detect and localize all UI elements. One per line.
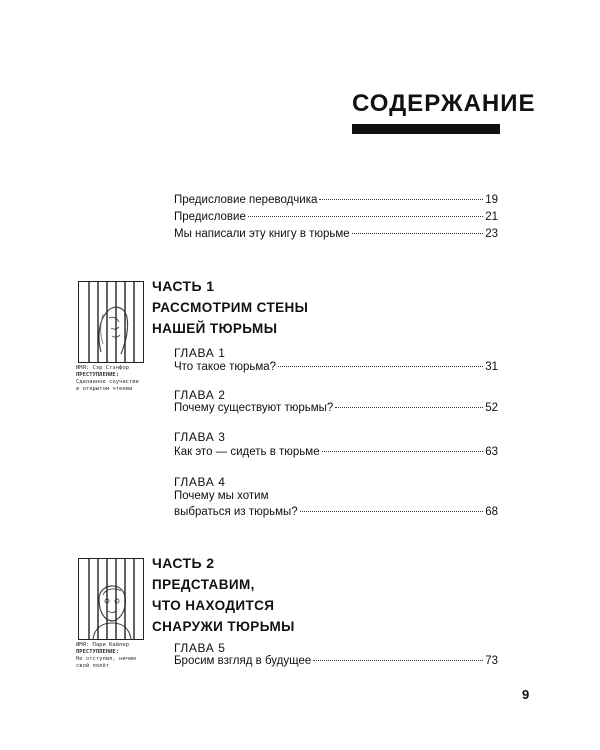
caption-line: ИМЯ: Пари Кайлер	[76, 642, 129, 648]
toc-entry[interactable]	[174, 228, 498, 244]
dot-leader	[248, 216, 483, 217]
caption-line: Не отступил, ничем	[76, 656, 136, 662]
page-title: СОДЕРЖАНИЕ	[352, 90, 536, 117]
chapter-label: ГЛАВА 5	[174, 641, 226, 655]
part-label: ЧАСТЬ 1	[152, 278, 215, 294]
part-2-illustration	[78, 558, 144, 640]
toc-entry-page: 21	[485, 211, 498, 223]
toc-entry-title: Что такое тюрьма?	[174, 361, 277, 373]
caption-line: свой полёт	[76, 663, 110, 669]
toc-entry[interactable]	[174, 211, 498, 227]
toc-entry-page: 52	[485, 402, 498, 414]
toc-entry-page: 31	[485, 361, 498, 373]
title-underline-bar	[352, 124, 500, 134]
dot-leader	[322, 451, 484, 452]
toc-entry-title: Как это — сидеть в тюрьме	[174, 446, 320, 458]
toc-entry-line[interactable]	[174, 490, 374, 506]
toc-entry-title: Мы написали эту книгу в тюрьме	[174, 228, 350, 240]
caption-line: ПРЕСТУПЛЕНИЕ:	[76, 649, 120, 655]
toc-entry-title: Бросим взгляд в будущее	[174, 655, 312, 667]
dot-leader	[352, 233, 484, 234]
part-title-line: ЧТО НАХОДИТСЯ	[152, 598, 275, 613]
toc-entry-title: Предисловие переводчика	[174, 194, 318, 206]
dot-leader	[300, 511, 484, 512]
caption-line: ПРЕСТУПЛЕНИЕ:	[76, 372, 120, 378]
part-1-illustration	[78, 281, 144, 363]
chapter-label: ГЛАВА 1	[174, 346, 226, 360]
caption-line: Сделанное соучастие	[76, 379, 139, 385]
part-title-line: НАШЕЙ ТЮРЬМЫ	[152, 321, 278, 336]
dot-leader	[319, 199, 483, 200]
toc-entry-title: Почему существуют тюрьмы?	[174, 402, 334, 414]
toc-entry-page: 23	[485, 228, 498, 240]
chapter-label: ГЛАВА 3	[174, 430, 226, 444]
chapter-label: ГЛАВА 4	[174, 475, 226, 489]
toc-entry-title: выбраться из тюрьмы?	[174, 506, 298, 518]
toc-entry-title: Предисловие	[174, 211, 246, 223]
part-title-line: РАССМОТРИМ СТЕНЫ	[152, 300, 309, 315]
part-1-illustration-caption	[76, 365, 148, 393]
toc-entry[interactable]	[174, 402, 498, 418]
toc-entry-page: 19	[485, 194, 498, 206]
toc-entry[interactable]	[174, 361, 498, 377]
caption-line: в открытом чтении	[76, 386, 133, 392]
page-number: 9	[522, 687, 530, 702]
part-title-line: СНАРУЖИ ТЮРЬМЫ	[152, 619, 295, 634]
toc-entry-page: 63	[485, 446, 498, 458]
part-label: ЧАСТЬ 2	[152, 555, 215, 571]
chapter-label: ГЛАВА 2	[174, 388, 226, 402]
part-2-illustration-caption	[76, 642, 148, 670]
toc-entry-page: 73	[485, 655, 498, 667]
toc-entry-page: 68	[485, 506, 498, 518]
toc-entry[interactable]	[174, 506, 498, 522]
prisoner-portrait-icon	[79, 282, 143, 362]
toc-entry[interactable]	[174, 446, 498, 462]
part-1-heading[interactable]	[152, 276, 308, 339]
caption-line: ИМЯ: Сэр Стэнфор	[76, 365, 129, 371]
prisoner-portrait-icon	[79, 559, 143, 639]
toc-entry[interactable]	[174, 655, 498, 671]
part-title-line: ПРЕДСТАВИМ,	[152, 577, 255, 592]
dot-leader	[335, 407, 483, 408]
dot-leader	[278, 366, 483, 367]
part-2-heading[interactable]	[152, 553, 295, 637]
toc-entry[interactable]	[174, 194, 498, 210]
dot-leader	[313, 660, 483, 661]
toc-entry-title: Почему мы хотим	[174, 490, 269, 502]
